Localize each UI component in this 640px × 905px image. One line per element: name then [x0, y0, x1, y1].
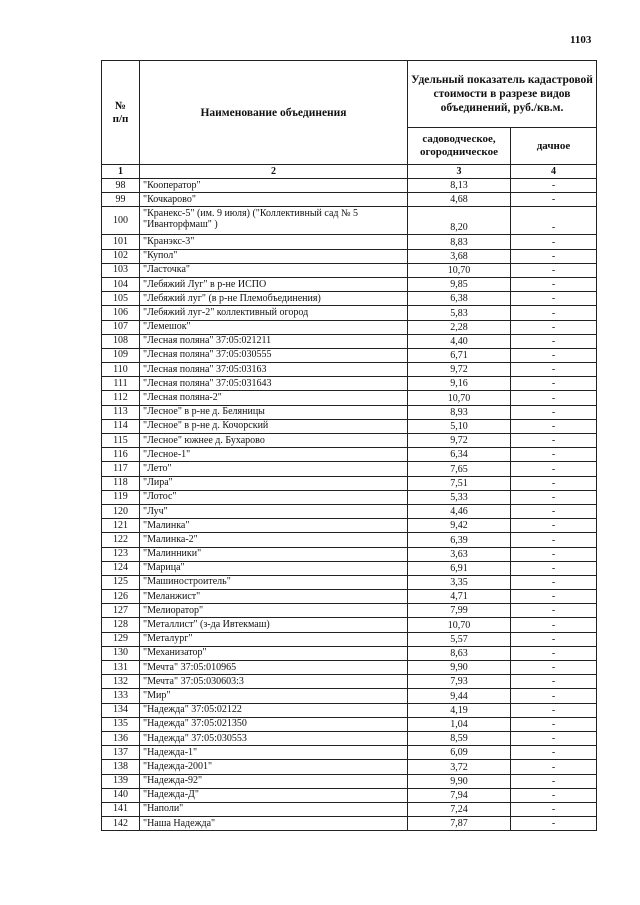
row-name: "Меланжист": [140, 590, 408, 604]
row-number: 107: [102, 320, 140, 334]
row-name: "Лесная поляна" 37:05:03163: [140, 363, 408, 377]
header-name: Наименование объединения: [140, 61, 408, 165]
row-value-gardening: 6,71: [408, 348, 511, 362]
table-row: [102, 490, 597, 504]
row-value-gardening: 8,20: [408, 207, 511, 235]
table-row: [102, 788, 597, 802]
row-number: 123: [102, 547, 140, 561]
row-value-gardening: 4,68: [408, 193, 511, 207]
table-row: [102, 391, 597, 405]
table-row: [102, 575, 597, 589]
row-number: 106: [102, 306, 140, 320]
row-number: 130: [102, 646, 140, 660]
row-number: 129: [102, 632, 140, 646]
row-number: 135: [102, 717, 140, 731]
row-name: "Лебяжий луг-2" коллективный огород: [140, 306, 408, 320]
row-value-gardening: 9,16: [408, 377, 511, 391]
row-value-gardening: 5,33: [408, 490, 511, 504]
row-value-gardening: 6,39: [408, 533, 511, 547]
table-row: [102, 760, 597, 774]
row-number: 110: [102, 363, 140, 377]
row-value-gardening: 7,87: [408, 817, 511, 831]
row-number: 142: [102, 817, 140, 831]
table-row: [102, 590, 597, 604]
header-indicator: Удельный показатель кадастровой стоимости в разрезе видов объединений, руб./кв.м.: [408, 61, 597, 128]
table-row: [102, 533, 597, 547]
row-number: 138: [102, 760, 140, 774]
row-number: 108: [102, 334, 140, 348]
row-number: 127: [102, 604, 140, 618]
row-value-gardening: 3,72: [408, 760, 511, 774]
row-value-dacha: -: [511, 646, 597, 660]
row-name: "Лето": [140, 462, 408, 476]
row-value-dacha: -: [511, 235, 597, 249]
row-name: "Мечта" 37:05:010965: [140, 661, 408, 675]
row-number: 98: [102, 179, 140, 193]
row-name: "Металург": [140, 632, 408, 646]
row-value-dacha: -: [511, 504, 597, 518]
row-value-gardening: 6,34: [408, 448, 511, 462]
table-row: [102, 817, 597, 831]
table-row: [102, 235, 597, 249]
page-number: 1103: [570, 34, 592, 46]
table-row: [102, 419, 597, 433]
row-name: "Наполи": [140, 802, 408, 816]
row-value-dacha: -: [511, 334, 597, 348]
row-name: "Кранекс-5" (им. 9 июля) ("Коллективный сад № 5 "Иванторфмаш" ): [140, 207, 408, 235]
row-number: 102: [102, 249, 140, 263]
row-name: "Лесное" в р-не д. Беляницы: [140, 405, 408, 419]
table-row: [102, 334, 597, 348]
row-value-dacha: -: [511, 760, 597, 774]
table-row: [102, 179, 597, 193]
row-name: "Лотос": [140, 490, 408, 504]
row-value-dacha: -: [511, 193, 597, 207]
row-name: "Лесное" южнее д. Бухарово: [140, 434, 408, 448]
row-number: 101: [102, 235, 140, 249]
row-value-dacha: -: [511, 292, 597, 306]
row-name: "Лесная поляна" 37:05:021211: [140, 334, 408, 348]
row-value-dacha: -: [511, 448, 597, 462]
row-value-gardening: 7,93: [408, 675, 511, 689]
row-name: "Надежда-92": [140, 774, 408, 788]
row-name: "Малинка-2": [140, 533, 408, 547]
row-number: 134: [102, 703, 140, 717]
row-value-gardening: 9,90: [408, 661, 511, 675]
table-row: [102, 675, 597, 689]
row-value-gardening: 2,28: [408, 320, 511, 334]
row-value-gardening: 7,99: [408, 604, 511, 618]
row-value-gardening: 4,19: [408, 703, 511, 717]
row-name: "Лебяжий Луг" в р-не ИСПО: [140, 277, 408, 291]
row-value-dacha: -: [511, 306, 597, 320]
row-number: 114: [102, 419, 140, 433]
row-number: 115: [102, 434, 140, 448]
cadastral-value-table: [101, 60, 597, 831]
row-value-dacha: -: [511, 277, 597, 291]
table-row: [102, 661, 597, 675]
row-name: "Лесная поляна-2": [140, 391, 408, 405]
table-row: [102, 306, 597, 320]
row-value-dacha: -: [511, 533, 597, 547]
row-name: "Надежда-1": [140, 746, 408, 760]
table-row: [102, 448, 597, 462]
row-number: 141: [102, 802, 140, 816]
row-value-dacha: -: [511, 802, 597, 816]
table-row: [102, 320, 597, 334]
row-number: 119: [102, 490, 140, 504]
row-name: "Наша Надежда": [140, 817, 408, 831]
row-value-dacha: -: [511, 774, 597, 788]
row-value-gardening: 4,71: [408, 590, 511, 604]
row-number: 111: [102, 377, 140, 391]
row-value-dacha: -: [511, 788, 597, 802]
row-value-gardening: 9,90: [408, 774, 511, 788]
row-value-dacha: -: [511, 575, 597, 589]
table-row: [102, 292, 597, 306]
row-value-gardening: 9,42: [408, 519, 511, 533]
row-value-gardening: 9,72: [408, 363, 511, 377]
table-row: [102, 207, 597, 235]
row-value-gardening: 10,70: [408, 391, 511, 405]
row-name: "Лесная поляна" 37:05:031643: [140, 377, 408, 391]
row-value-gardening: 6,09: [408, 746, 511, 760]
row-number: 137: [102, 746, 140, 760]
table-row: [102, 547, 597, 561]
row-value-gardening: 5,57: [408, 632, 511, 646]
row-name: "Мечта" 37:05:030603:3: [140, 675, 408, 689]
row-value-dacha: -: [511, 348, 597, 362]
table-row: [102, 519, 597, 533]
row-value-dacha: -: [511, 717, 597, 731]
table-row: [102, 604, 597, 618]
row-value-dacha: -: [511, 689, 597, 703]
table-row: [102, 405, 597, 419]
row-value-gardening: 4,40: [408, 334, 511, 348]
row-value-gardening: 8,93: [408, 405, 511, 419]
column-index-row: [102, 165, 597, 179]
row-number: 112: [102, 391, 140, 405]
row-number: 140: [102, 788, 140, 802]
row-value-gardening: 7,65: [408, 462, 511, 476]
table-row: [102, 263, 597, 277]
row-name: "Купол": [140, 249, 408, 263]
row-name: "Металлист" (з-да Ивтекмаш): [140, 618, 408, 632]
row-value-gardening: 10,70: [408, 263, 511, 277]
table-row: [102, 504, 597, 518]
row-number: 125: [102, 575, 140, 589]
row-number: 122: [102, 533, 140, 547]
table-row: [102, 689, 597, 703]
column-index: 2: [140, 165, 408, 179]
row-name: "Надежда-Д": [140, 788, 408, 802]
row-name: "Механизатор": [140, 646, 408, 660]
row-value-dacha: -: [511, 490, 597, 504]
row-value-gardening: 9,44: [408, 689, 511, 703]
row-number: 132: [102, 675, 140, 689]
row-value-gardening: 4,46: [408, 504, 511, 518]
table-row: [102, 363, 597, 377]
row-value-dacha: -: [511, 703, 597, 717]
column-index: 3: [408, 165, 511, 179]
row-number: 113: [102, 405, 140, 419]
row-value-dacha: -: [511, 561, 597, 575]
row-value-dacha: -: [511, 661, 597, 675]
table-row: [102, 561, 597, 575]
row-number: 121: [102, 519, 140, 533]
row-name: "Лира": [140, 476, 408, 490]
table-row: [102, 249, 597, 263]
row-name: "Ласточка": [140, 263, 408, 277]
table-row: [102, 462, 597, 476]
row-name: "Кочкарово": [140, 193, 408, 207]
row-number: 99: [102, 193, 140, 207]
row-value-dacha: -: [511, 263, 597, 277]
row-name: "Кранэкс-3": [140, 235, 408, 249]
row-name: "Надежда" 37:05:030553: [140, 731, 408, 745]
row-name: "Лесное-1": [140, 448, 408, 462]
table-row: [102, 646, 597, 660]
row-value-gardening: 3,68: [408, 249, 511, 263]
column-index: 4: [511, 165, 597, 179]
row-value-dacha: -: [511, 419, 597, 433]
row-value-dacha: -: [511, 675, 597, 689]
row-number: 124: [102, 561, 140, 575]
row-number: 136: [102, 731, 140, 745]
row-value-gardening: 7,51: [408, 476, 511, 490]
row-value-dacha: -: [511, 746, 597, 760]
table-row: [102, 277, 597, 291]
row-number: 120: [102, 504, 140, 518]
table-row: [102, 632, 597, 646]
row-value-gardening: 6,91: [408, 561, 511, 575]
row-number: 117: [102, 462, 140, 476]
row-value-gardening: 5,10: [408, 419, 511, 433]
table-row: [102, 774, 597, 788]
row-value-dacha: -: [511, 632, 597, 646]
row-value-gardening: 8,63: [408, 646, 511, 660]
row-name: "Лебяжий луг" (в р-не Племобъединения): [140, 292, 408, 306]
row-number: 118: [102, 476, 140, 490]
row-number: 126: [102, 590, 140, 604]
row-value-dacha: -: [511, 604, 597, 618]
row-value-gardening: 1,04: [408, 717, 511, 731]
row-name: "Лесное" в р-не д. Кочорский: [140, 419, 408, 433]
row-name: "Надежда" 37:05:02122: [140, 703, 408, 717]
row-value-gardening: 3,35: [408, 575, 511, 589]
row-number: 109: [102, 348, 140, 362]
header-dacha: дачное: [511, 128, 597, 165]
table-row: [102, 703, 597, 717]
row-number: 105: [102, 292, 140, 306]
row-value-gardening: 5,83: [408, 306, 511, 320]
row-value-dacha: -: [511, 519, 597, 533]
row-value-gardening: 3,63: [408, 547, 511, 561]
row-value-dacha: -: [511, 320, 597, 334]
row-number: 131: [102, 661, 140, 675]
row-value-gardening: 8,83: [408, 235, 511, 249]
row-name: "Лесная поляна" 37:05:030555: [140, 348, 408, 362]
row-name: "Надежда-2001": [140, 760, 408, 774]
row-name: "Машиностроитель": [140, 575, 408, 589]
row-number: 103: [102, 263, 140, 277]
row-value-dacha: -: [511, 363, 597, 377]
row-value-dacha: -: [511, 391, 597, 405]
row-value-gardening: 10,70: [408, 618, 511, 632]
table-row: [102, 476, 597, 490]
row-name: "Малинка": [140, 519, 408, 533]
row-value-dacha: -: [511, 590, 597, 604]
row-value-dacha: -: [511, 618, 597, 632]
row-value-dacha: -: [511, 377, 597, 391]
table-row: [102, 746, 597, 760]
row-value-dacha: -: [511, 179, 597, 193]
row-value-dacha: -: [511, 249, 597, 263]
row-name: "Надежда" 37:05:021350: [140, 717, 408, 731]
column-index: 1: [102, 165, 140, 179]
row-value-dacha: -: [511, 207, 597, 235]
row-value-gardening: 6,38: [408, 292, 511, 306]
row-name: "Луч": [140, 504, 408, 518]
table-row: [102, 717, 597, 731]
row-name: "Марица": [140, 561, 408, 575]
table-row: [102, 731, 597, 745]
row-value-dacha: -: [511, 405, 597, 419]
row-number: 128: [102, 618, 140, 632]
row-value-dacha: -: [511, 462, 597, 476]
row-value-gardening: 8,13: [408, 179, 511, 193]
table-row: [102, 377, 597, 391]
row-number: 104: [102, 277, 140, 291]
row-value-gardening: 9,72: [408, 434, 511, 448]
row-value-gardening: 7,24: [408, 802, 511, 816]
row-number: 116: [102, 448, 140, 462]
row-value-dacha: -: [511, 434, 597, 448]
row-number: 100: [102, 207, 140, 235]
row-number: 133: [102, 689, 140, 703]
row-value-gardening: 7,94: [408, 788, 511, 802]
row-name: "Малинники": [140, 547, 408, 561]
table-row: [102, 193, 597, 207]
row-name: "Лемешок": [140, 320, 408, 334]
row-number: 139: [102, 774, 140, 788]
row-name: "Кооператор": [140, 179, 408, 193]
row-name: "Мир": [140, 689, 408, 703]
header-number: № п/п: [102, 61, 140, 165]
row-value-dacha: -: [511, 476, 597, 490]
header-gardening: садоводческое, огородническое: [408, 128, 511, 165]
row-value-dacha: -: [511, 817, 597, 831]
row-value-dacha: -: [511, 731, 597, 745]
table-row: [102, 434, 597, 448]
row-value-dacha: -: [511, 547, 597, 561]
row-value-gardening: 8,59: [408, 731, 511, 745]
table-row: [102, 802, 597, 816]
row-value-gardening: 9,85: [408, 277, 511, 291]
table-row: [102, 618, 597, 632]
row-name: "Мелиоратор": [140, 604, 408, 618]
table-row: [102, 348, 597, 362]
